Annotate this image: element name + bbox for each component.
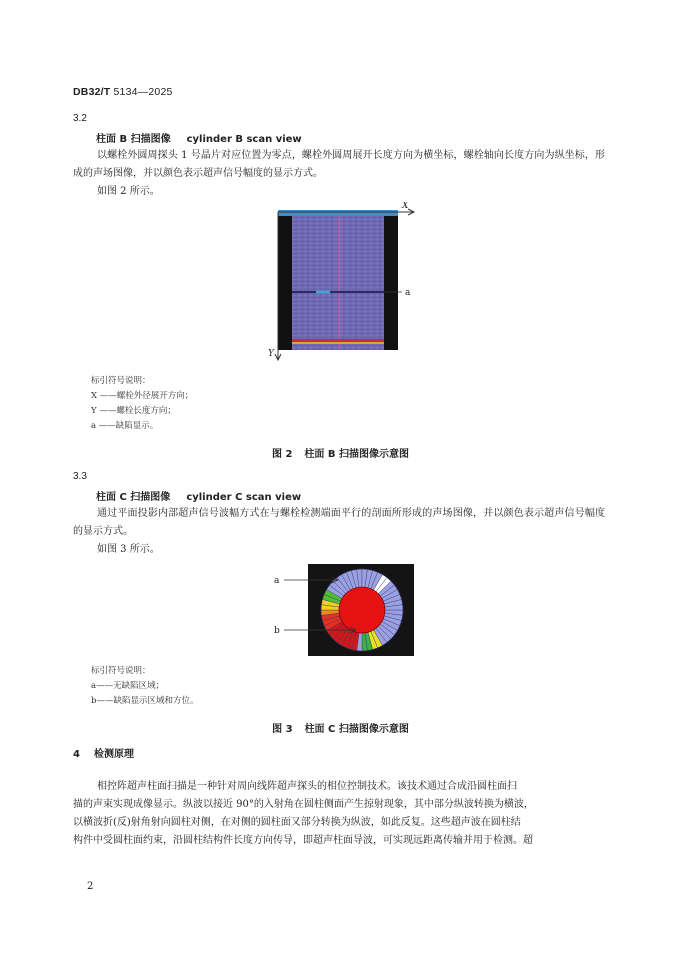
- legend-2-item-x: X ——螺栓外径展开方向；: [91, 391, 194, 401]
- figure-3-caption: [0, 720, 681, 735]
- legend-3: [91, 664, 198, 709]
- term-3-3-en: cylinder C scan view: [186, 492, 302, 503]
- x-axis-label: X: [402, 202, 409, 211]
- section-number-3-3: 3.3: [73, 471, 87, 482]
- y-axis-label: Y: [268, 349, 274, 359]
- document-code: [73, 86, 173, 98]
- legend-3-item-a: a——无缺陷区域；: [91, 681, 165, 691]
- legend-2: [91, 374, 193, 434]
- figure-3-c-scan: [270, 562, 416, 658]
- term-3-2-cn: 柱面 B 扫描图像: [96, 134, 171, 145]
- principle-paragraph: [73, 778, 605, 850]
- term-3-3: [96, 488, 301, 503]
- marker-b-label-3: b: [274, 626, 280, 636]
- figure-ref-3: 如图 3 所示。: [97, 544, 160, 555]
- legend-2-title: 标引符号说明：: [91, 376, 151, 386]
- bottom-echo: [292, 339, 384, 342]
- document-code-prefix: DB32/T: [73, 86, 111, 98]
- figure-2-caption-text: 柱面 B 扫描图像示意图: [304, 449, 410, 460]
- scan-right-band: [384, 216, 398, 350]
- legend-3-title: 标引符号说明：: [91, 666, 151, 676]
- scan-top-bar: [278, 210, 398, 216]
- definition-3-3: 通过平面投影内部超声信号波幅方式在与螺栓检测端面平行的剖面所形成的声场图像，并以颜色表示超声信号幅度的显示方式。: [73, 508, 605, 537]
- section-4-title: 检测原理: [93, 749, 134, 760]
- figure-3-caption-number: 图 3: [272, 724, 293, 735]
- scan-left-band: [278, 216, 292, 350]
- section-number-3-2: 3.2: [73, 113, 87, 124]
- c-scan-core: [339, 587, 385, 633]
- term-3-2: [96, 130, 302, 145]
- legend-2-item-a: a ——缺陷显示。: [91, 421, 159, 431]
- definition-3-2: 以螺栓外圆周探头 1 号晶片对应位置为零点，螺栓外圆周展开长度方向为横坐标，螺栓轴向长度方向为纵坐标，形成的声场图像，并以颜色表示超声信号幅度的显示方式。: [73, 150, 605, 179]
- principle-line-2: 描的声束实现成像显示。纵波以接近 90°的入射角在圆柱侧面产生掠射现象，其中部分纵波转换为横波，: [73, 799, 534, 810]
- document-code-number: 5134—2025: [113, 86, 173, 98]
- term-3-2-en: cylinder B scan view: [186, 134, 302, 145]
- page-number: 2: [87, 881, 94, 892]
- principle-line-1: 相控阵超声柱面扫描是一种针对周向线阵超声探头的相位控制技术。该技术通过合成沿圆柱面扫: [97, 781, 517, 792]
- scan-area: [292, 216, 384, 350]
- principle-line-3: 以横波折(反)射角射向圆柱对侧，在对侧的圆柱面又部分转换为纵波，如此反复。这些超声波在圆柱结: [73, 817, 521, 828]
- legend-3-item-b: b——缺陷显示区域和方位。: [91, 696, 199, 706]
- legend-2-item-y: Y ——螺栓长度方向；: [91, 406, 176, 416]
- marker-a-label: a: [405, 288, 411, 298]
- figure-2-caption-number: 图 2: [271, 449, 293, 460]
- figure-2-caption: [0, 445, 681, 460]
- figure-2-b-scan: [262, 202, 422, 367]
- figure-ref-2: 如图 2 所示。: [97, 186, 160, 197]
- figure-3-caption-text: 柱面 C 扫描图像示意图: [304, 724, 409, 735]
- marker-a-label-3: a: [274, 576, 280, 586]
- section-4-heading: [73, 745, 134, 760]
- principle-line-4: 构件中受圆柱面约束，沿圆柱结构件长度方向传导，即超声柱面导波，可实现远距离传输并用于检测。超: [73, 835, 533, 846]
- term-3-3-cn: 柱面 C 扫描图像: [96, 492, 171, 503]
- section-4-number: 4: [73, 749, 80, 760]
